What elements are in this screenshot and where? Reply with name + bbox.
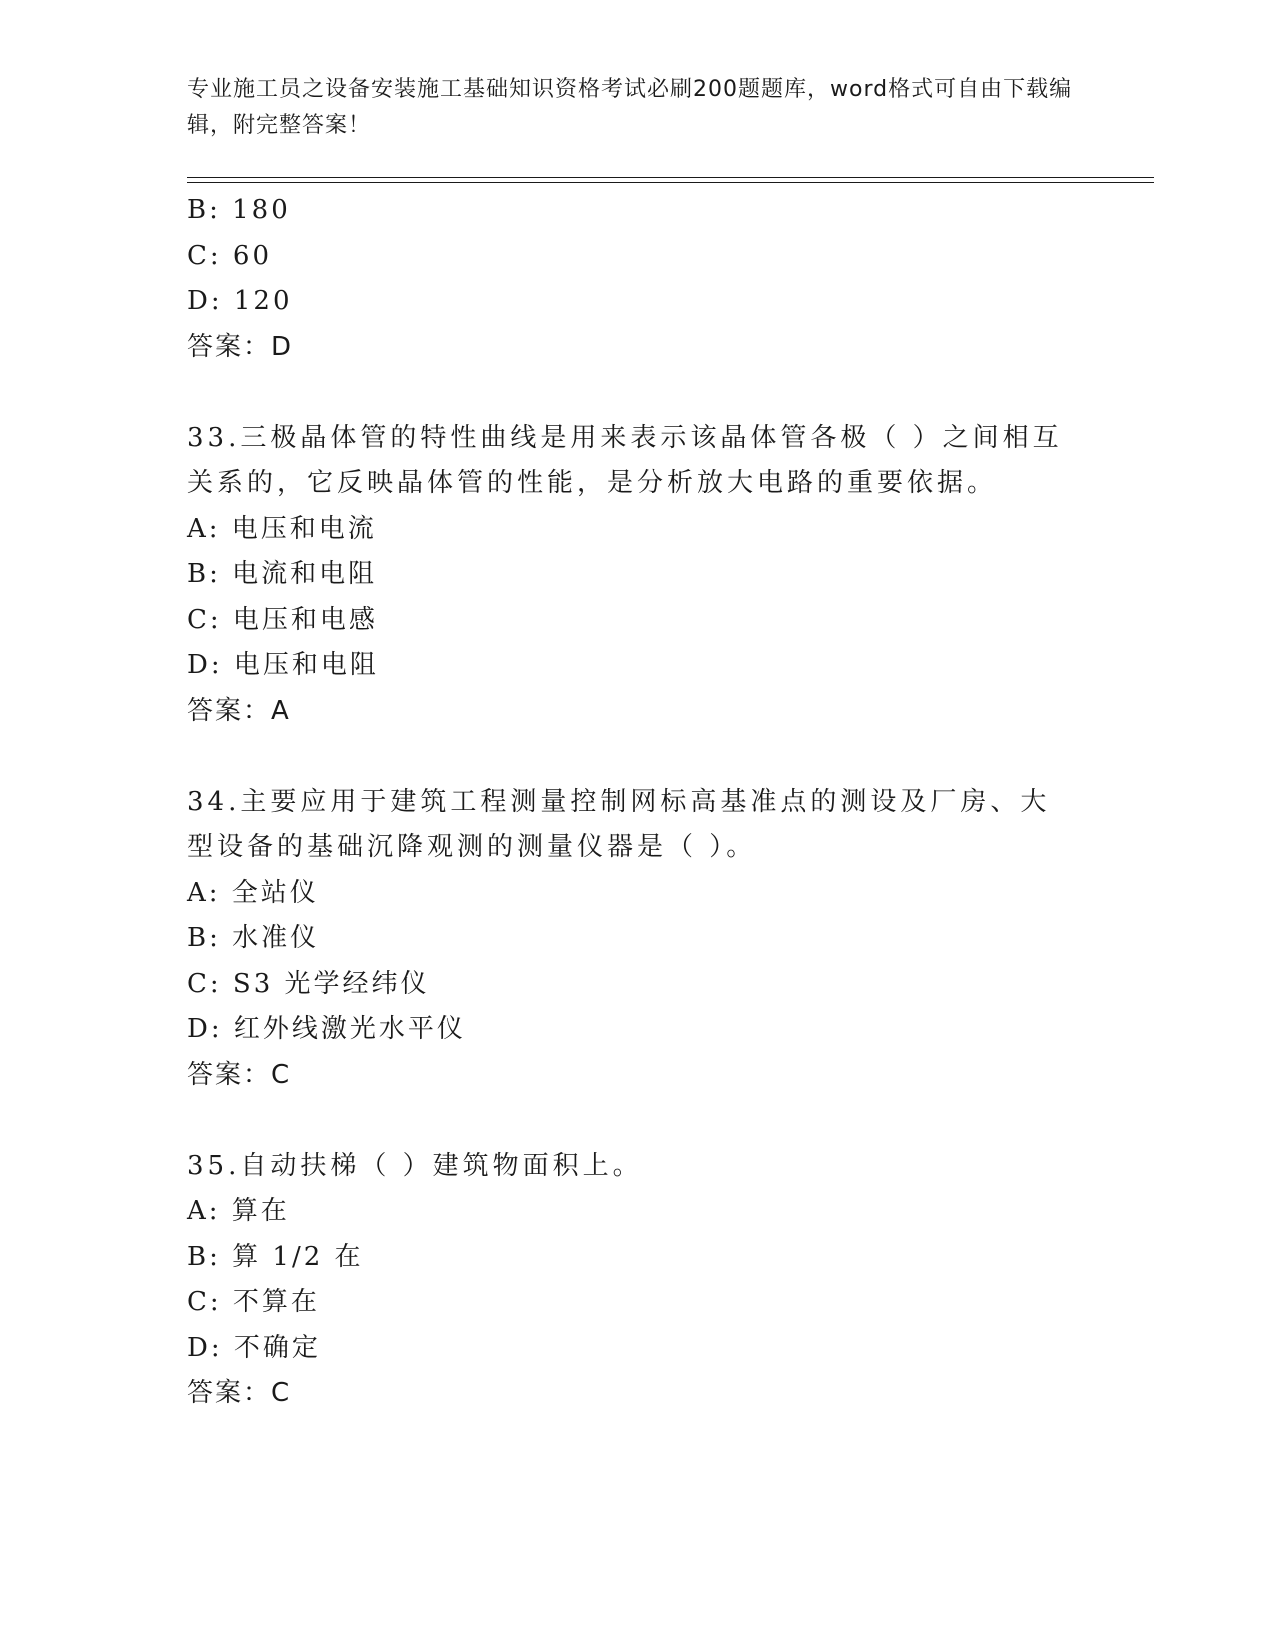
option-d: D: 120 bbox=[187, 286, 293, 316]
question-list bbox=[187, 188, 1107, 1417]
spacer bbox=[187, 1098, 1107, 1144]
question-stem: 33.三极晶体管的特性曲线是用来表示该晶体管各极（ ）之间相互关系的，它反映晶体管的性能，是分析放大电路的重要依据。 bbox=[187, 422, 1063, 498]
question-34 bbox=[187, 780, 1107, 1099]
option-c: C: 电压和电感 bbox=[187, 604, 378, 635]
question-33 bbox=[187, 416, 1107, 735]
header-divider-second bbox=[187, 182, 1154, 183]
option-a: A: 电压和电流 bbox=[187, 513, 377, 544]
continued-question bbox=[187, 188, 1107, 370]
option-c: C: 60 bbox=[187, 240, 273, 271]
option-a: A: 全站仪 bbox=[187, 877, 319, 908]
spacer bbox=[187, 734, 1107, 780]
document-header: 专业施工员之设备安装施工基础知识资格考试必刷200题题库，word格式可自由下载编辑，附完整答案！ bbox=[187, 77, 1073, 138]
answer-line: 答案：C bbox=[187, 1378, 292, 1408]
answer-line: 答案：A bbox=[187, 695, 291, 726]
option-d: D: 不确定 bbox=[187, 1332, 321, 1363]
option-b: B: 电流和电阻 bbox=[187, 559, 378, 589]
option-c: C: 不算在 bbox=[187, 1287, 320, 1317]
question-stem: 34.主要应用于建筑工程测量控制网标高基准点的测设及厂房、大型设备的基础沉降观测的测量仪器是（ ）。 bbox=[187, 786, 1051, 862]
question-stem: 35.自动扶梯（ ）建筑物面积上。 bbox=[187, 1150, 643, 1181]
option-b: B: 180 bbox=[187, 195, 291, 225]
option-b: B: 水准仪 bbox=[187, 923, 320, 953]
option-d: D: 电压和电阻 bbox=[187, 650, 379, 680]
answer-line: 答案：C bbox=[187, 1059, 292, 1090]
option-a: A: 算在 bbox=[187, 1196, 290, 1226]
question-35 bbox=[187, 1144, 1107, 1417]
header-divider bbox=[187, 177, 1154, 178]
option-d: D: 红外线激光水平仪 bbox=[187, 1014, 466, 1044]
option-c: C: S3 光学经纬仪 bbox=[187, 968, 430, 999]
answer-line: 答案：D bbox=[187, 331, 294, 362]
option-b: B: 算 1/2 在 bbox=[187, 1241, 364, 1272]
spacer bbox=[187, 370, 1107, 416]
